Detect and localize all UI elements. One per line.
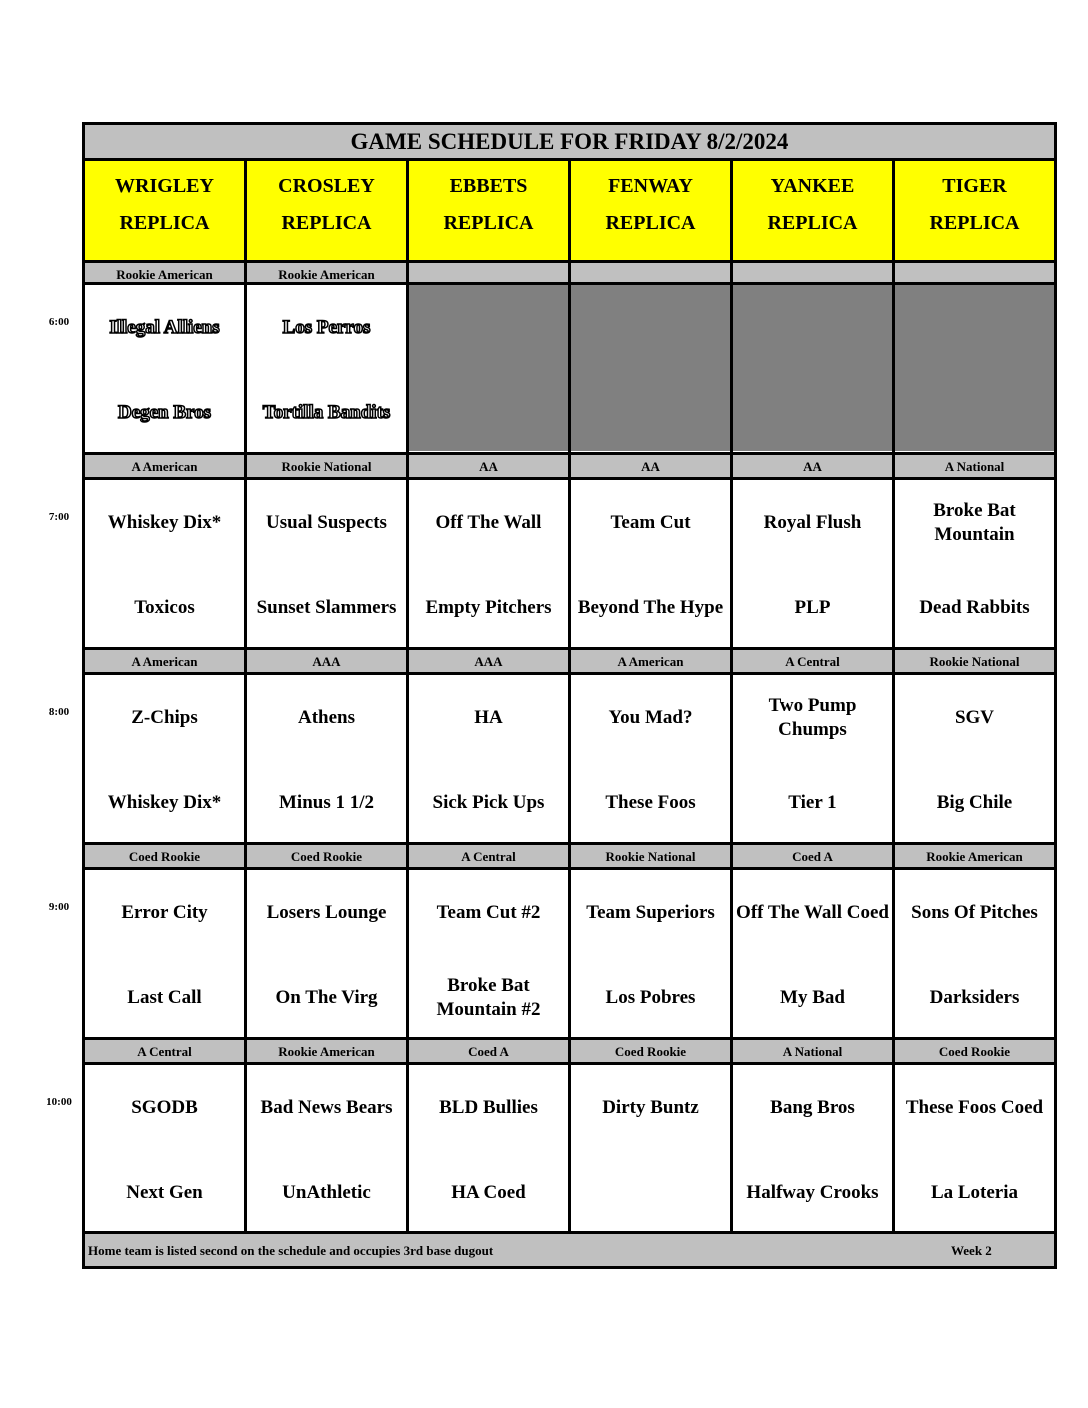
division-label: A Central	[409, 845, 568, 867]
game-cell	[733, 285, 892, 451]
home-team	[571, 388, 730, 438]
home-team	[895, 388, 1054, 438]
game-cell	[895, 1065, 1054, 1231]
game-cell	[409, 1065, 568, 1231]
field-subtitle: REPLICA	[605, 212, 696, 234]
game-cell	[895, 675, 1054, 841]
away-team: Usual Suspects	[266, 512, 387, 533]
division-label: Rookie American	[895, 845, 1054, 867]
field-header-0	[85, 161, 244, 260]
home-team: Darksiders	[929, 987, 1020, 1008]
column-divider	[892, 161, 895, 1231]
game-cell	[409, 870, 568, 1036]
division-label: Rookie American	[85, 263, 244, 284]
away-team: BLD Bullies	[439, 1097, 538, 1118]
field-subtitle: REPLICA	[767, 212, 858, 234]
game-cell	[247, 675, 406, 841]
away-team: Team Cut	[610, 512, 691, 533]
division-label	[895, 263, 1054, 284]
week-label: Week 2	[951, 1243, 992, 1258]
division-label: Coed A	[733, 845, 892, 867]
home-team: UnAthletic	[282, 1182, 371, 1203]
away-team: Losers Lounge	[266, 902, 387, 923]
home-team	[733, 388, 892, 438]
away-team: These Foos Coed	[905, 1097, 1044, 1118]
game-cell	[85, 1065, 244, 1231]
division-label: AAA	[409, 650, 568, 672]
schedule-title: GAME SCHEDULE FOR FRIDAY 8/2/2024	[85, 125, 1054, 161]
game-cell	[409, 480, 568, 646]
away-team	[733, 303, 892, 353]
game-cell	[247, 870, 406, 1036]
field-subtitle: REPLICA	[443, 212, 534, 234]
field-name: CROSLEY	[278, 175, 375, 197]
game-cell	[85, 870, 244, 1036]
division-label: Coed Rookie	[895, 1040, 1054, 1062]
field-header-1	[247, 161, 406, 260]
home-team: Halfway Crooks	[746, 1182, 879, 1203]
field-header-5	[895, 161, 1054, 260]
home-team: Whiskey Dix*	[107, 792, 222, 813]
game-cell	[895, 285, 1054, 451]
game-cell	[247, 285, 406, 451]
away-team: Error City	[121, 902, 208, 923]
away-team: HA	[474, 707, 503, 728]
home-team: Next Gen	[126, 1182, 203, 1203]
field-subtitle: REPLICA	[929, 212, 1020, 234]
home-team: Minus 1 1/2	[278, 792, 375, 813]
division-label: A Central	[85, 1040, 244, 1062]
footer-bar	[85, 1234, 1054, 1266]
game-cell	[733, 870, 892, 1036]
away-team: Bad News Bears	[260, 1097, 393, 1118]
division-label: AAA	[247, 650, 406, 672]
home-team: PLP	[794, 597, 831, 618]
division-label: Rookie American	[247, 1040, 406, 1062]
field-header-2	[409, 161, 568, 260]
field-name: YANKEE	[770, 175, 855, 197]
home-team: Broke Bat Mountain #2	[436, 975, 541, 1020]
field-name: FENWAY	[608, 175, 693, 197]
home-team: My Bad	[780, 987, 845, 1008]
away-team: Dirty Buntz	[602, 1097, 699, 1118]
home-team: Sick Pick Ups	[432, 792, 545, 813]
time-label: 9:00	[48, 901, 70, 913]
away-team: SGODB	[131, 1097, 198, 1118]
game-cell	[247, 480, 406, 646]
column-divider	[406, 161, 409, 1231]
division-label: AA	[409, 455, 568, 477]
division-label: Rookie National	[571, 845, 730, 867]
field-subtitle: REPLICA	[281, 212, 372, 234]
time-label: 8:00	[48, 706, 70, 718]
field-name: TIGER	[942, 175, 1007, 197]
home-team	[409, 388, 568, 438]
away-team: Los Perros	[282, 317, 371, 338]
division-label: Coed Rookie	[247, 845, 406, 867]
away-team: You Mad?	[608, 707, 693, 728]
home-team: Tortilla Bandits	[262, 402, 391, 423]
away-team: Sons Of Pitches	[911, 902, 1038, 923]
column-divider	[568, 161, 571, 1231]
field-header-3	[571, 161, 730, 260]
home-team	[571, 1168, 730, 1218]
game-cell	[733, 480, 892, 646]
away-team: Team Superiors	[586, 902, 715, 923]
division-label: A American	[85, 455, 244, 477]
home-team: These Foos	[605, 792, 696, 813]
field-subtitle: REPLICA	[119, 212, 210, 234]
home-team: La Loteria	[930, 1182, 1019, 1203]
game-cell	[85, 480, 244, 646]
division-label: A National	[895, 455, 1054, 477]
away-team: Whiskey Dix*	[107, 512, 222, 533]
away-team	[571, 303, 730, 353]
division-label: Rookie National	[247, 455, 406, 477]
home-team: Los Pobres	[605, 987, 696, 1008]
division-label	[409, 263, 568, 284]
row-divider	[85, 1231, 1054, 1234]
game-cell	[85, 285, 244, 451]
game-cell	[571, 675, 730, 841]
column-divider	[244, 161, 247, 1231]
away-team	[409, 303, 568, 353]
home-team: HA Coed	[451, 1182, 526, 1203]
field-name: WRIGLEY	[115, 175, 214, 197]
home-team: Big Chile	[936, 792, 1013, 813]
game-cell	[571, 870, 730, 1036]
home-team: Degen Bros	[117, 402, 212, 423]
home-team: On The Virg	[275, 987, 378, 1008]
division-label: Rookie National	[895, 650, 1054, 672]
away-team: Off The Wall Coed	[736, 902, 889, 923]
division-label: Coed Rookie	[571, 1040, 730, 1062]
schedule-table	[82, 122, 1057, 1269]
game-cell	[733, 1065, 892, 1231]
division-label: A American	[571, 650, 730, 672]
away-team: Off The Wall	[435, 512, 542, 533]
away-team: Illegal Alliens	[109, 317, 220, 338]
away-team: Athens	[297, 707, 355, 728]
home-team: Sunset Slammers	[256, 597, 397, 618]
game-cell	[571, 285, 730, 451]
division-label: Coed Rookie	[85, 845, 244, 867]
away-team: Bang Bros	[770, 1097, 855, 1118]
home-team: Last Call	[127, 987, 202, 1008]
division-label: A Central	[733, 650, 892, 672]
home-team: Beyond The Hype	[577, 597, 724, 618]
column-divider	[730, 161, 733, 1231]
away-team: Z-Chips	[131, 707, 198, 728]
game-cell	[733, 675, 892, 841]
division-label: Rookie American	[247, 263, 406, 284]
away-team: Team Cut #2	[436, 902, 541, 923]
division-label: AA	[733, 455, 892, 477]
time-label: 7:00	[48, 511, 70, 523]
game-cell	[409, 285, 568, 451]
home-team-note: Home team is listed second on the schedule and occupies 3rd base dugout	[88, 1243, 494, 1258]
game-cell	[85, 675, 244, 841]
away-team: Royal Flush	[763, 512, 862, 533]
away-team	[895, 303, 1054, 353]
game-cell	[571, 480, 730, 646]
division-label: A National	[733, 1040, 892, 1062]
division-label	[571, 263, 730, 284]
time-label: 10:00	[46, 1096, 72, 1108]
time-label: 6:00	[48, 316, 70, 328]
field-name: EBBETS	[449, 175, 528, 197]
division-label	[733, 263, 892, 284]
game-cell	[571, 1065, 730, 1231]
game-cell	[895, 480, 1054, 646]
away-team: SGV	[954, 707, 995, 728]
game-cell	[895, 870, 1054, 1036]
home-team: Toxicos	[134, 597, 195, 618]
away-team: Two Pump Chumps	[768, 695, 857, 740]
game-cell	[409, 675, 568, 841]
home-team: Tier 1	[788, 792, 837, 813]
home-team: Empty Pitchers	[425, 597, 552, 618]
game-cell	[247, 1065, 406, 1231]
division-label: Coed A	[409, 1040, 568, 1062]
division-label: AA	[571, 455, 730, 477]
division-label: A American	[85, 650, 244, 672]
away-team: Broke Bat Mountain	[933, 500, 1016, 545]
field-header-4	[733, 161, 892, 260]
home-team: Dead Rabbits	[919, 597, 1030, 618]
